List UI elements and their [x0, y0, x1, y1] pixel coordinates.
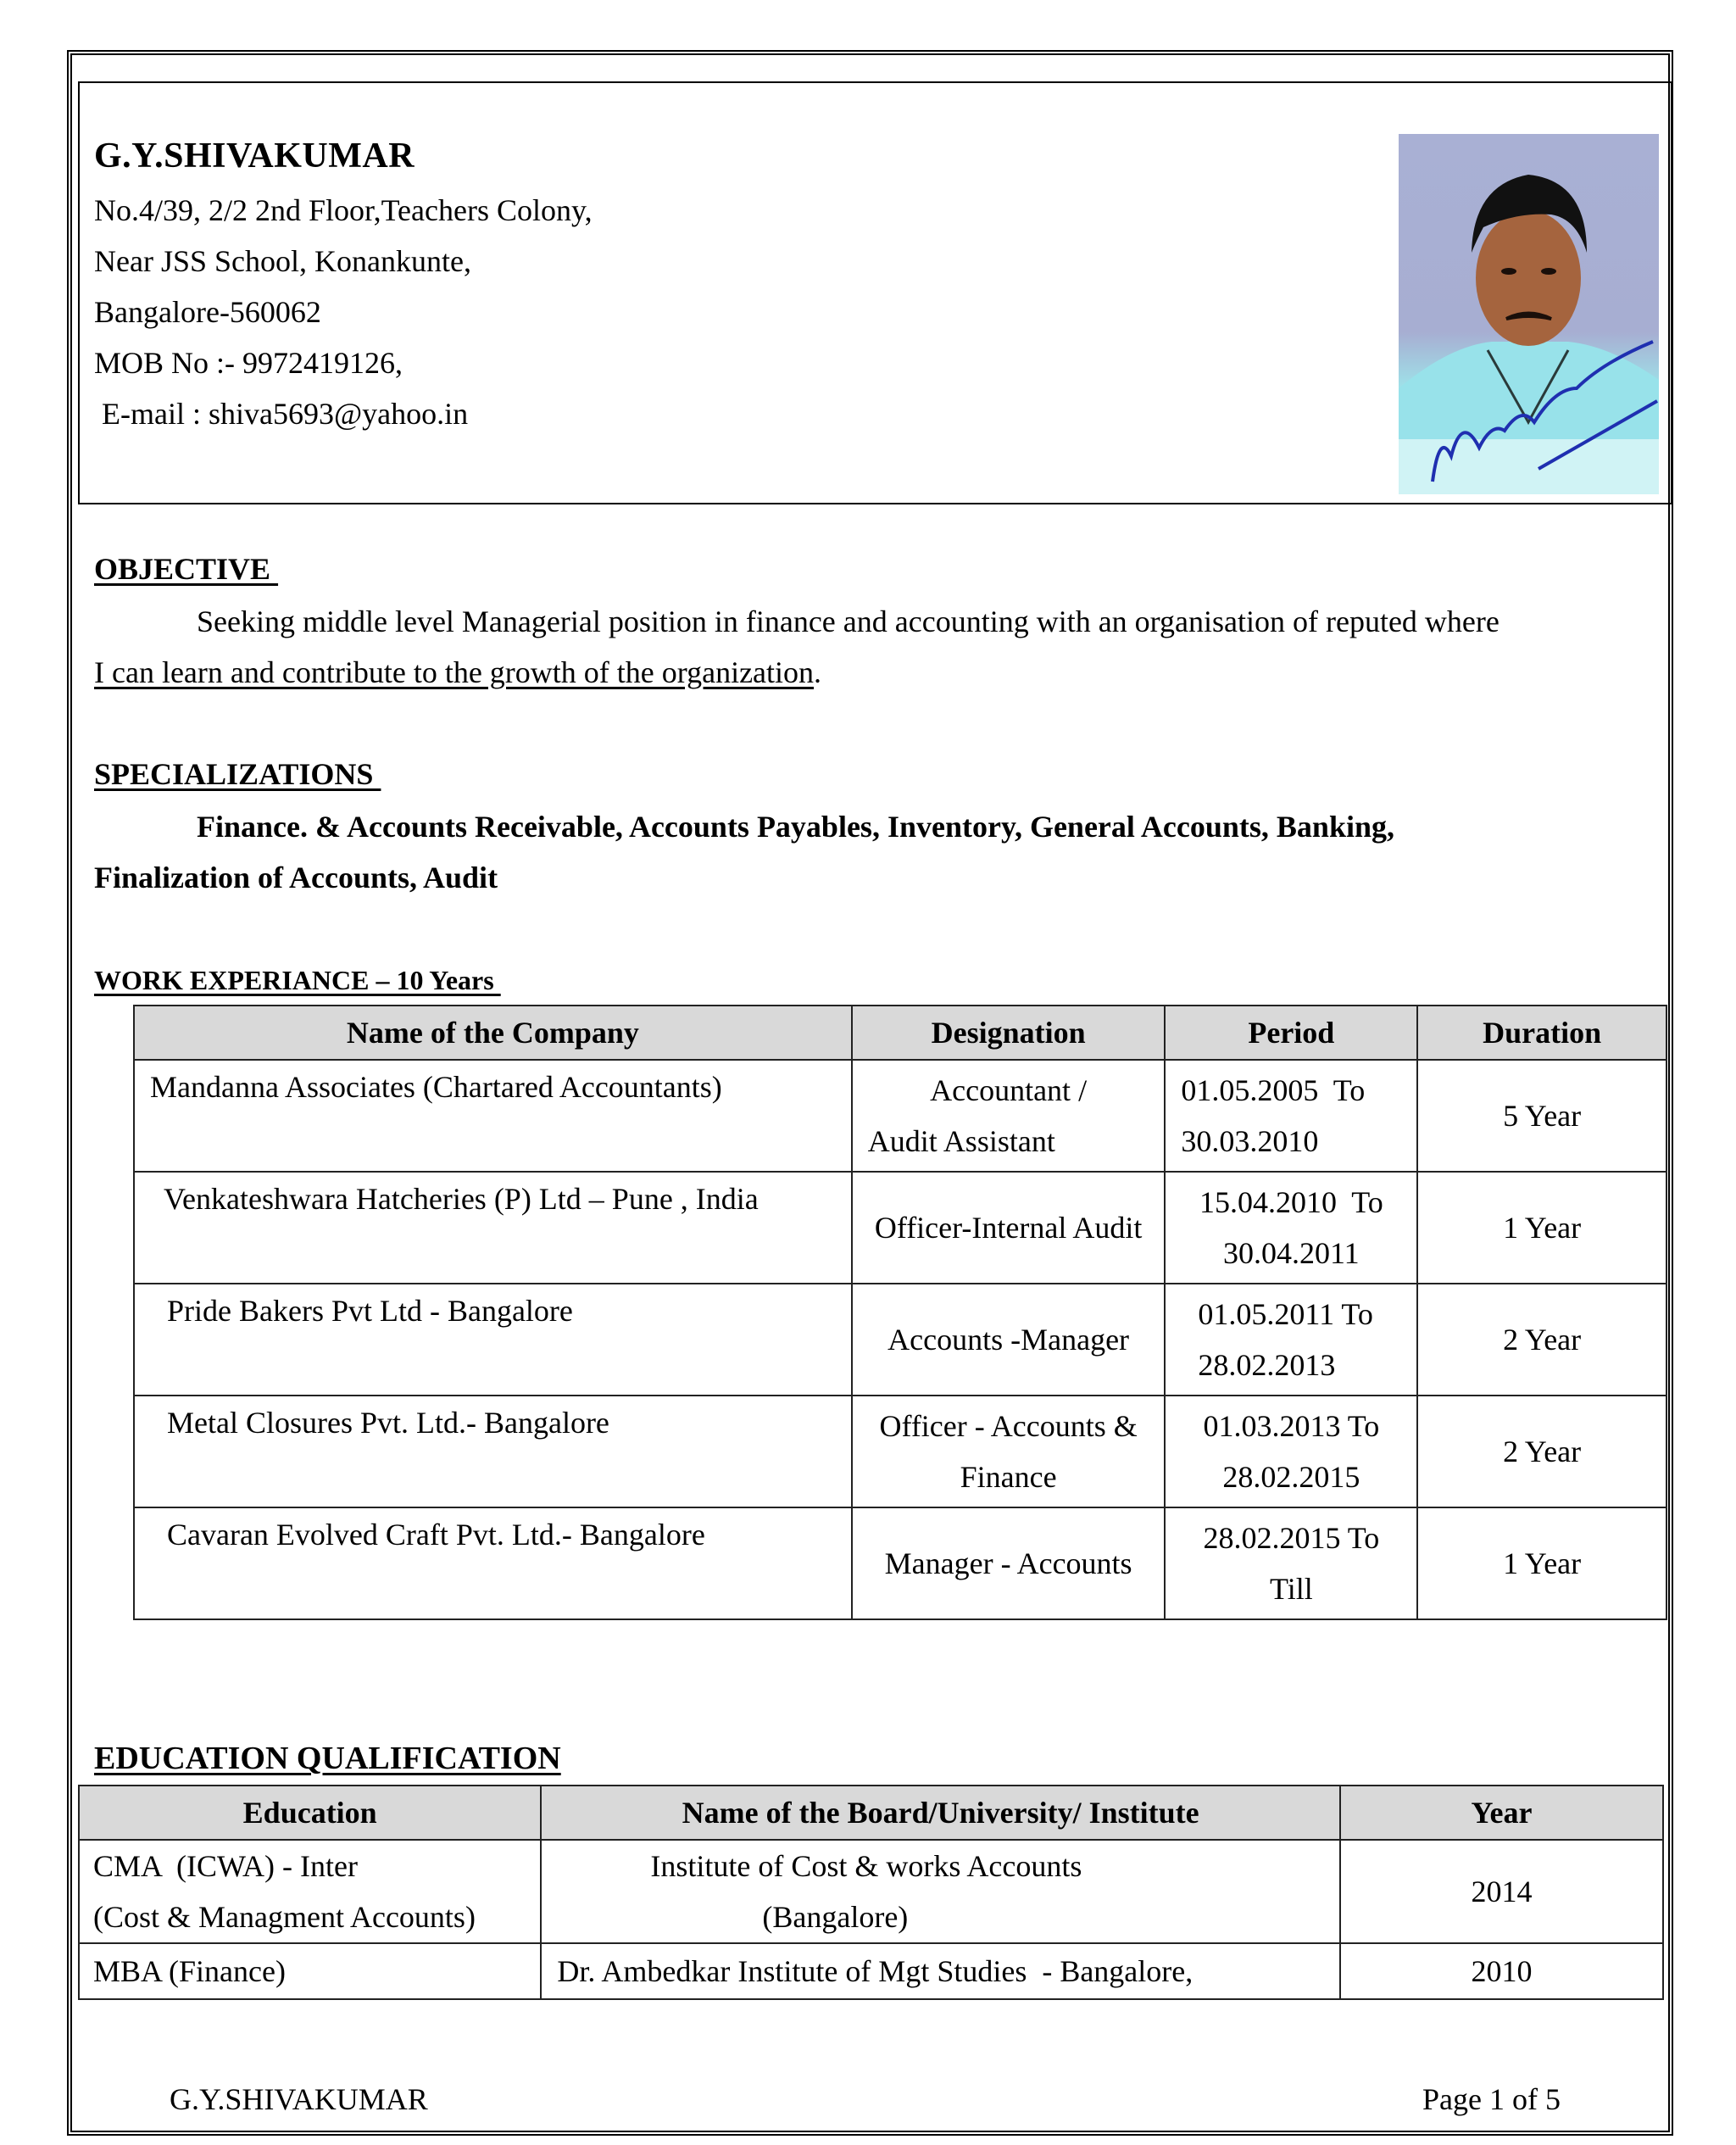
- institute-line: Institute of Cost & works Accounts: [650, 1849, 1082, 1883]
- period-cell: [1165, 1507, 1417, 1619]
- designation-cell: Officer-Internal Audit: [852, 1172, 1166, 1284]
- period-start: 01.03.2013 To: [1203, 1409, 1380, 1443]
- company-cell: Pride Bakers Pvt Ltd - Bangalore: [134, 1284, 852, 1396]
- year-cell: 2014: [1340, 1840, 1663, 1943]
- column-header-period: Period: [1165, 1006, 1417, 1060]
- email-address: E-mail : shiva5693@yahoo.in: [94, 397, 469, 431]
- profile-photo: [1399, 134, 1659, 494]
- education-table: [78, 1785, 1664, 2000]
- period-cell: [1165, 1060, 1417, 1172]
- designation-line: Accountant /: [930, 1073, 1088, 1107]
- column-header-duration: Duration: [1417, 1006, 1666, 1060]
- period-end: 30.03.2010: [1181, 1124, 1319, 1158]
- designation-cell: [852, 1396, 1166, 1507]
- year-cell: 2010: [1340, 1943, 1663, 1999]
- table-row: [134, 1284, 1666, 1396]
- designation-line: Officer - Accounts &: [879, 1409, 1138, 1443]
- work-table-header: [134, 1006, 1666, 1060]
- address-line-1: No.4/39, 2/2 2nd Floor,Teachers Colony,: [94, 193, 593, 227]
- company-cell: Venkateshwara Hatcheries (P) Ltd – Pune , India: [134, 1172, 852, 1284]
- institute-line: (Bangalore): [762, 1900, 909, 1934]
- column-header-company: Name of the Company: [134, 1006, 852, 1060]
- period-start: 01.05.2011 To: [1198, 1297, 1373, 1331]
- footer-name: G.Y.SHIVAKUMAR: [170, 2082, 428, 2116]
- company-cell: Metal Closures Pvt. Ltd.- Bangalore: [134, 1396, 852, 1507]
- table-row: [134, 1507, 1666, 1619]
- designation-cell: [852, 1060, 1166, 1172]
- period-cell: [1165, 1284, 1417, 1396]
- institute-cell: [541, 1840, 1340, 1943]
- column-header-designation: Designation: [852, 1006, 1166, 1060]
- period-end: 28.02.2015: [1222, 1460, 1360, 1494]
- duration-cell: 2 Year: [1417, 1284, 1666, 1396]
- work-experience-heading: WORK EXPERIANCE – 10 Years: [94, 965, 501, 995]
- address-line-2: Near JSS School, Konankunte,: [94, 244, 471, 278]
- education-cell: MBA (Finance): [79, 1943, 541, 1999]
- objective-heading: OBJECTIVE: [94, 552, 279, 586]
- objective-line-1: Seeking middle level Managerial position in finance and accounting with an organisation of reputed where: [197, 604, 1500, 638]
- specializations-heading: SPECIALIZATIONS: [94, 757, 381, 791]
- objective-line-2: [94, 647, 821, 698]
- objective-period: .: [814, 655, 822, 689]
- duration-cell: 5 Year: [1417, 1060, 1666, 1172]
- address-line-3: Bangalore-560062: [94, 295, 321, 329]
- period-end: 28.02.2013: [1198, 1348, 1336, 1382]
- duration-cell: 1 Year: [1417, 1172, 1666, 1284]
- duration-cell: 1 Year: [1417, 1507, 1666, 1619]
- page-number: Page 1 of 5: [1422, 2082, 1561, 2116]
- designation-line: Finance: [960, 1460, 1057, 1494]
- period-end: Till: [1269, 1572, 1313, 1606]
- table-row: [79, 1943, 1663, 1999]
- table-row: [134, 1396, 1666, 1507]
- mobile-number: MOB No :- 9972419126,: [94, 346, 403, 380]
- specializations-line-2: Finalization of Accounts, Audit: [94, 861, 498, 894]
- period-start: 15.04.2010 To: [1199, 1185, 1383, 1219]
- institute-cell: Dr. Ambedkar Institute of Mgt Studies - Bangalore,: [541, 1943, 1340, 1999]
- period-end: 30.04.2011: [1223, 1236, 1360, 1270]
- period-cell: [1165, 1172, 1417, 1284]
- education-cell: [79, 1840, 541, 1943]
- designation-cell: Manager - Accounts: [852, 1507, 1166, 1619]
- table-row: [79, 1840, 1663, 1943]
- company-cell: Cavaran Evolved Craft Pvt. Ltd.- Bangalore: [134, 1507, 852, 1619]
- period-start: 28.02.2015 To: [1203, 1521, 1380, 1555]
- education-line: CMA (ICWA) - Inter: [93, 1849, 358, 1883]
- portrait-illustration-icon: [1399, 134, 1659, 494]
- education-heading: EDUCATION QUALIFICATION: [94, 1741, 561, 1776]
- education-line: (Cost & Managment Accounts): [93, 1900, 476, 1934]
- column-header-year: Year: [1340, 1786, 1663, 1840]
- column-header-education: Education: [79, 1786, 541, 1840]
- designation-line: Audit Assistant: [867, 1124, 1055, 1158]
- duration-cell: 2 Year: [1417, 1396, 1666, 1507]
- table-row: [134, 1172, 1666, 1284]
- candidate-name: G.Y.SHIVAKUMAR: [94, 136, 415, 176]
- specializations-line-1: Finance. & Accounts Receivable, Accounts Payables, Inventory, General Accounts, Banking,: [197, 810, 1394, 844]
- period-cell: [1165, 1396, 1417, 1507]
- company-cell: Mandanna Associates (Chartared Accountants): [134, 1060, 852, 1172]
- objective-underlined-text: I can learn and contribute to the growth of the organization: [94, 655, 815, 689]
- education-table-header: [79, 1786, 1663, 1840]
- column-header-institute: Name of the Board/University/ Institute: [541, 1786, 1340, 1840]
- table-row: [134, 1060, 1666, 1172]
- work-experience-table: [133, 1005, 1667, 1620]
- period-start: 01.05.2005 To: [1181, 1073, 1366, 1107]
- designation-cell: Accounts -Manager: [852, 1284, 1166, 1396]
